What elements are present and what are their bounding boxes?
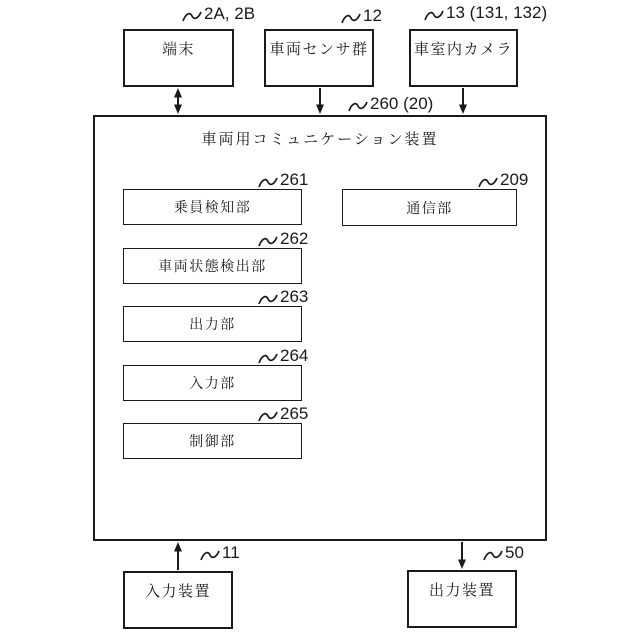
box-control-unit-label: 制御部 <box>189 433 236 449</box>
ref-squiggle-icon <box>182 10 202 23</box>
arrow-camera-down <box>459 88 467 114</box>
box-output-unit <box>123 306 302 342</box>
ref-label-main-device <box>348 95 433 114</box>
ref-squiggle-icon <box>258 410 278 423</box>
arrow-terminal-bidirectional <box>174 88 182 114</box>
box-vehicle-state-detection-label: 車両状態検出部 <box>158 258 267 274</box>
ref-squiggle-icon <box>258 176 278 189</box>
ref-number: 12 <box>363 6 382 25</box>
ref-squiggle-icon <box>424 9 444 22</box>
ref-label-communication-unit <box>478 171 528 190</box>
ref-squiggle-icon <box>483 549 503 562</box>
box-output-device <box>407 570 517 628</box>
arrow-input-device-up <box>174 542 182 570</box>
box-input-device-label: 入力装置 <box>144 583 211 600</box>
ref-label-output-device <box>483 544 524 563</box>
ref-number: 13 (131, 132) <box>446 3 548 22</box>
box-cabin-camera <box>409 29 518 87</box>
ref-squiggle-icon <box>348 100 368 113</box>
ref-squiggle-icon <box>478 176 498 189</box>
ref-number: 265 <box>280 404 309 423</box>
box-output-device-label: 出力装置 <box>428 582 495 599</box>
box-communication-unit-label: 通信部 <box>406 199 453 216</box>
ref-number: 264 <box>280 346 309 365</box>
ref-number: 260 (20) <box>370 94 434 113</box>
ref-number: 263 <box>280 287 309 306</box>
ref-number: 262 <box>280 229 309 248</box>
box-communication-unit <box>342 189 517 226</box>
ref-label-control-unit <box>258 405 308 424</box>
ref-number: 11 <box>222 543 240 562</box>
box-input-unit-label: 入力部 <box>189 375 236 391</box>
arrow-sensors-down <box>316 88 324 114</box>
ref-number: 209 <box>500 170 529 189</box>
box-cabin-camera-label: 車室内カメラ <box>413 41 513 58</box>
ref-label-cabin-camera <box>424 4 547 23</box>
box-vehicle-sensors-label: 車両センサ群 <box>269 41 369 58</box>
ref-label-input-device <box>200 544 240 563</box>
ref-label-vehicle-state-detection <box>258 230 308 249</box>
box-vehicle-state-detection <box>123 248 302 284</box>
main-device-title: 車両用コミュニケーション装置 <box>201 131 439 148</box>
box-occupant-detection-label: 乗員検知部 <box>173 199 252 215</box>
ref-label-input-unit <box>258 347 308 366</box>
box-occupant-detection <box>123 189 302 225</box>
ref-label-terminal <box>182 5 255 24</box>
box-control-unit <box>123 423 302 459</box>
box-terminal-label: 端末 <box>161 41 195 58</box>
ref-label-occupant-detection <box>258 171 308 190</box>
ref-number: 2A, 2B <box>204 4 256 23</box>
box-terminal <box>123 29 234 87</box>
ref-squiggle-icon <box>258 352 278 365</box>
box-output-unit-label: 出力部 <box>189 316 236 332</box>
box-input-unit <box>123 365 302 401</box>
ref-label-vehicle-sensors <box>341 7 382 26</box>
ref-squiggle-icon <box>341 12 361 25</box>
ref-squiggle-icon <box>258 293 278 306</box>
ref-number: 50 <box>505 543 524 562</box>
ref-squiggle-icon <box>200 549 220 562</box>
arrow-output-device-down <box>458 542 466 569</box>
ref-squiggle-icon <box>258 235 278 248</box>
box-input-device <box>123 571 233 629</box>
box-vehicle-sensors <box>264 29 374 87</box>
ref-number: 261 <box>280 170 309 189</box>
ref-label-output-unit <box>258 288 308 307</box>
